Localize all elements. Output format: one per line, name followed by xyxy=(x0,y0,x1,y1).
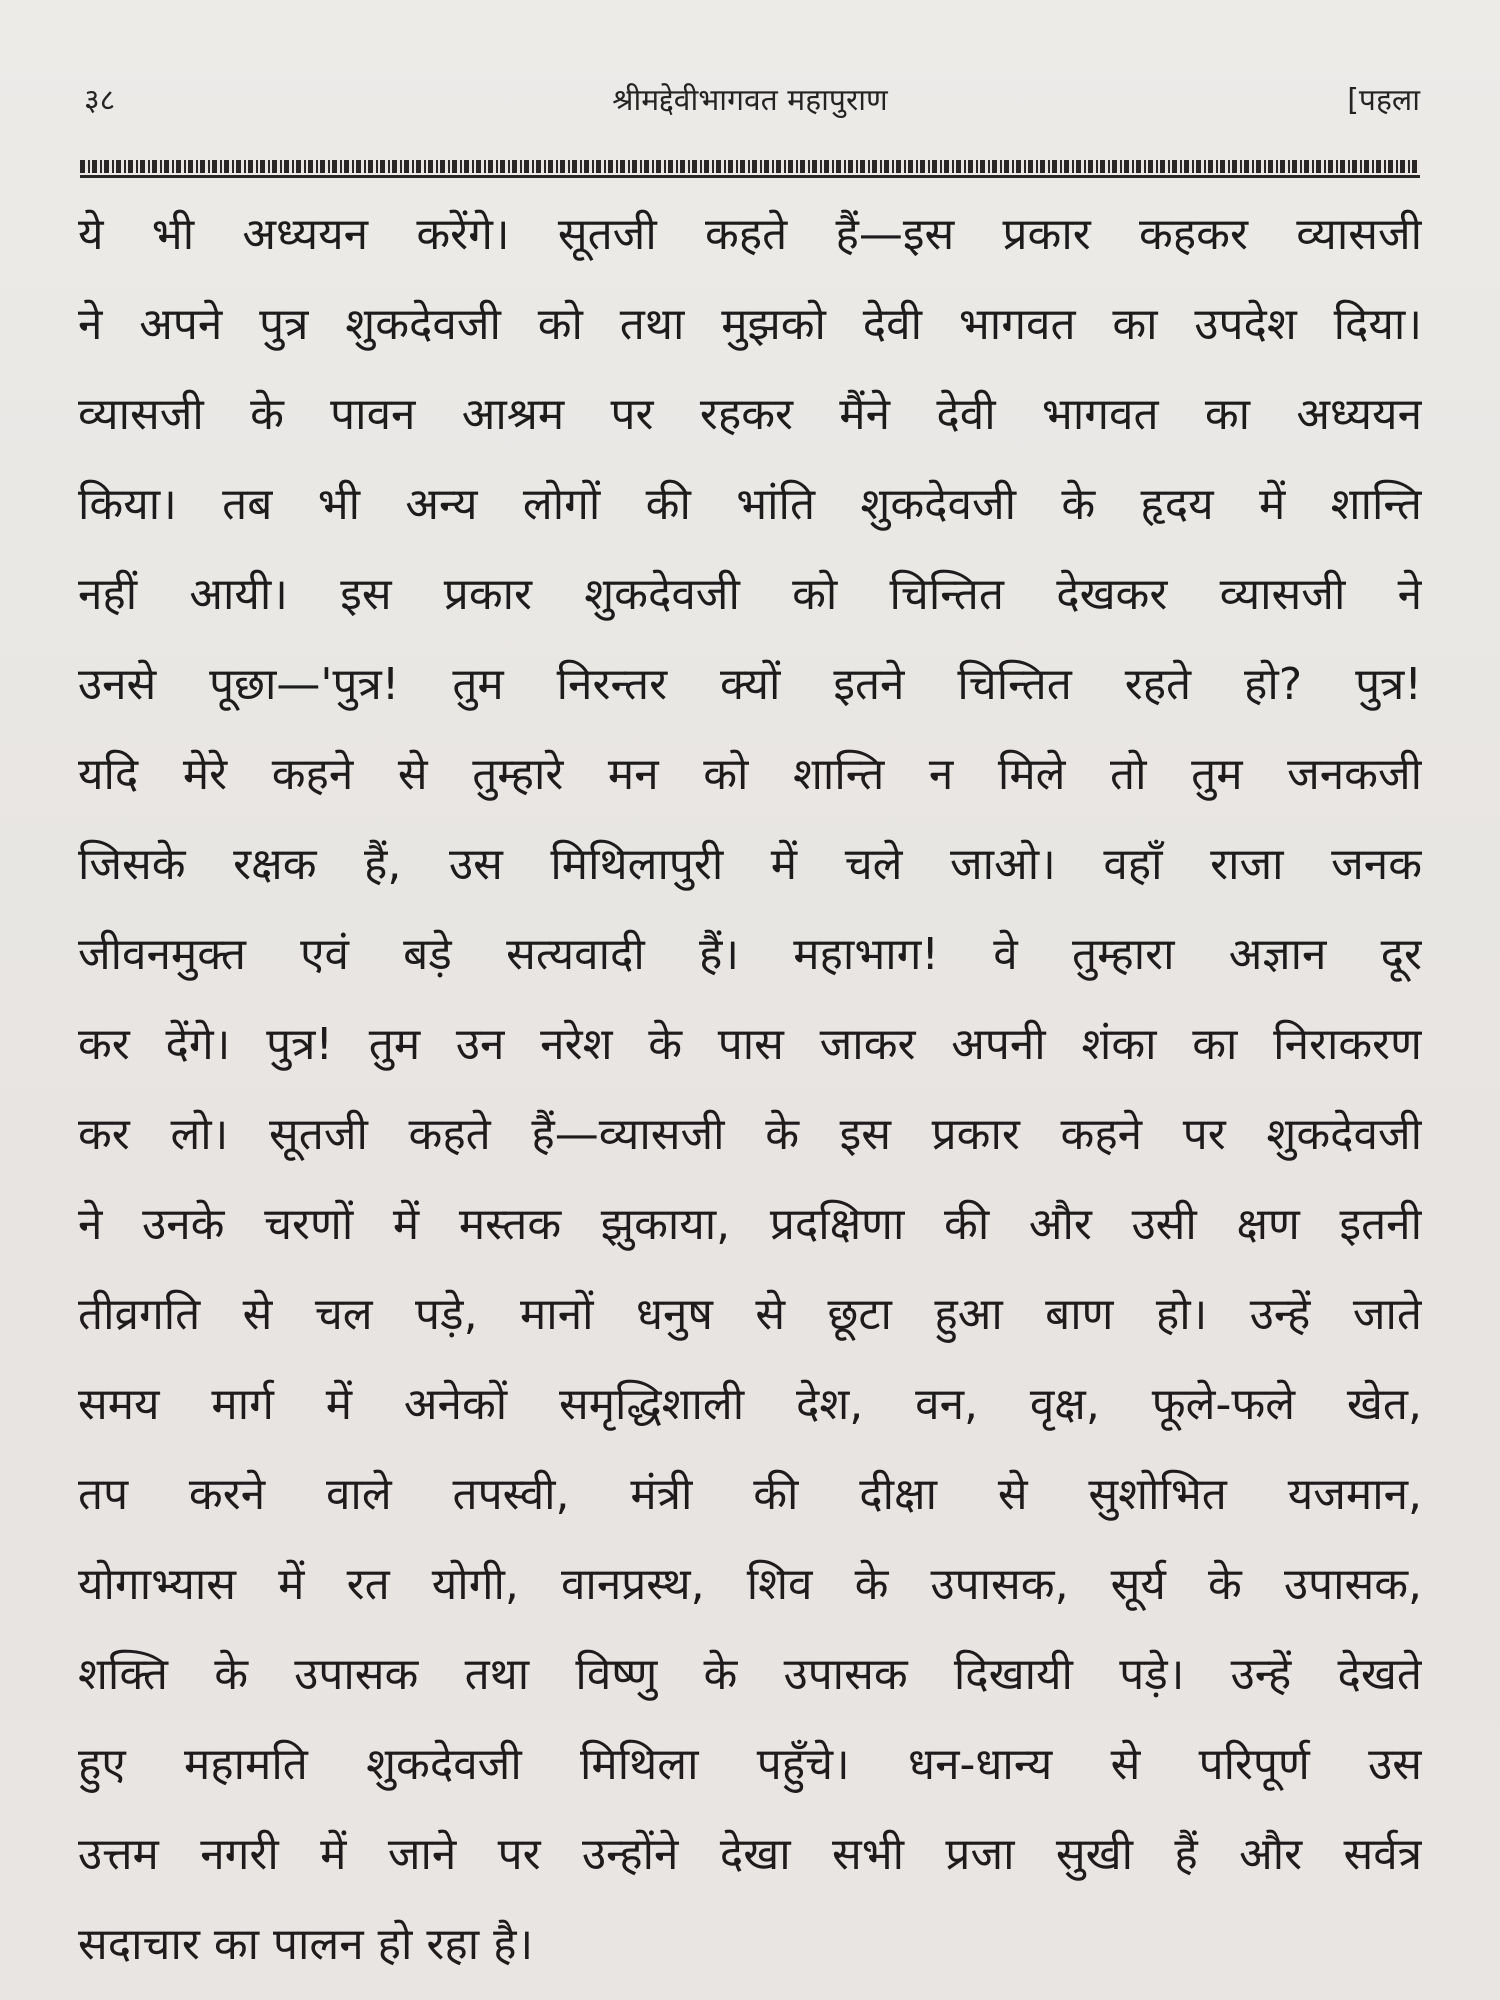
header-divider xyxy=(80,175,1420,178)
text-line: हुए महामति शुकदेवजी मिथिला पहुँचे। धन-धान्य से परिपूर्ण उस xyxy=(78,1739,1422,1790)
text-line: जीवनमुक्त एवं बड़े सत्यवादी हैं। महाभाग! वे तुम्हारा अज्ञान दूर xyxy=(78,929,1422,980)
text-line: तप करने वाले तपस्वी, मंत्री की दीक्षा से सुशोभित यजमान, xyxy=(78,1469,1422,1520)
text-line: समय मार्ग में अनेकों समृद्धिशाली देश, वन, वृक्ष, फूले-फले खेत, xyxy=(78,1379,1422,1430)
text-line: उत्तम नगरी में जाने पर उन्होंने देखा सभी प्रजा सुखी हैं और सर्वत्र xyxy=(78,1829,1422,1880)
ornamental-rule xyxy=(80,160,1420,180)
text-line: कर लो। सूतजी कहते हैं—व्यासजी के इस प्रकार कहने पर शुकदेवजी xyxy=(78,1109,1422,1160)
running-title: श्रीमद्देवीभागवत महापुराण xyxy=(612,83,888,118)
text-line: नहीं आयी। इस प्रकार शुकदेवजी को चिन्तित देखकर व्यासजी ने xyxy=(78,569,1422,620)
text-line: शक्ति के उपासक तथा विष्णु के उपासक दिखायी पड़े। उन्हें देखते xyxy=(78,1649,1422,1700)
page-number: ३८ xyxy=(84,83,116,118)
page-header xyxy=(80,78,1420,128)
text-line: तीव्रगति से चल पड़े, मानों धनुष से छूटा हुआ बाण हो। उन्हें जाते xyxy=(78,1289,1422,1340)
text-line: ने अपने पुत्र शुकदेवजी को तथा मुझको देवी भागवत का उपदेश दिया। xyxy=(78,299,1422,350)
text-line: योगाभ्यास में रत योगी, वानप्रस्थ, शिव के उपासक, सूर्य के उपासक, xyxy=(78,1559,1422,1610)
text-line: ये भी अध्ययन करेंगे। सूतजी कहते हैं—इस प्रकार कहकर व्यासजी xyxy=(78,209,1422,260)
body-text xyxy=(78,190,1422,1990)
text-line: उनसे पूछा—'पुत्र! तुम निरन्तर क्यों इतने चिन्तित रहते हो? पुत्र! xyxy=(78,659,1422,710)
section-label: [पहला xyxy=(1347,83,1420,118)
text-line: ने उनके चरणों में मस्तक झुकाया, प्रदक्षिणा की और उसी क्षण इतनी xyxy=(78,1199,1422,1250)
text-line: कर देंगे। पुत्र! तुम उन नरेश के पास जाकर अपनी शंका का निराकरण xyxy=(78,1019,1422,1070)
text-line: यदि मेरे कहने से तुम्हारे मन को शान्ति न मिले तो तुम जनकजी xyxy=(78,749,1422,800)
text-line: जिसके रक्षक हैं, उस मिथिलापुरी में चले जाओ। वहाँ राजा जनक xyxy=(78,839,1422,890)
text-line: सदाचार का पालन हो रहा है। xyxy=(78,1919,534,1970)
ornamental-border xyxy=(80,160,1420,173)
text-line: किया। तब भी अन्य लोगों की भांति शुकदेवजी के हृदय में शान्ति xyxy=(78,479,1422,530)
text-line: व्यासजी के पावन आश्रम पर रहकर मैंने देवी भागवत का अध्ययन xyxy=(78,389,1422,440)
